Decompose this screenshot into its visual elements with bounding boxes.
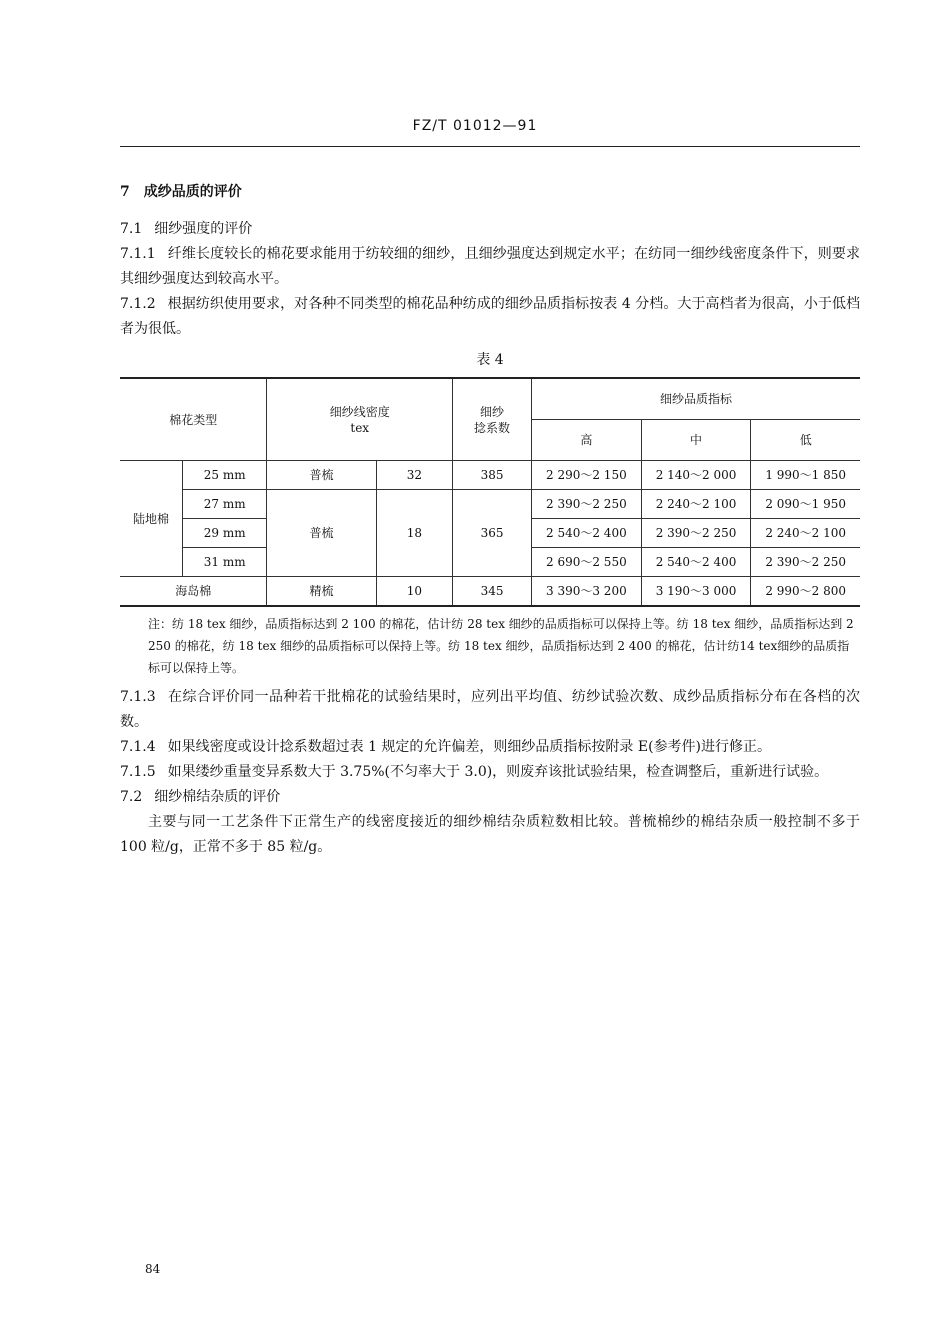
cell-twist: 385: [453, 461, 532, 490]
clause-7-2: [120, 785, 860, 810]
clause-7-1: [120, 217, 860, 242]
clause-7-1-5: [120, 760, 860, 785]
cell-twist: 345: [453, 577, 532, 607]
cell-mid: 2 140～2 000: [641, 461, 751, 490]
clause-text: 在综合评价同一品种若干批棉花的试验结果时，应列出平均值、纺纱试验次数、成纱品质指标分布在各档的次数。: [120, 689, 860, 730]
header-density-label: 细纱线密度: [329, 404, 390, 419]
clause-7-1-4: [120, 735, 860, 760]
header-twist-line1: 细纱: [480, 404, 505, 419]
page-number: 84: [145, 1262, 161, 1276]
standard-code-header: FZ/T 01012—91: [412, 118, 538, 134]
header-rule: [120, 146, 860, 147]
clause-text: 如果线密度或设计捻系数超过表 1 规定的允许偏差，则细纱品质指标按附录 E(参考件)进行修正。: [167, 739, 772, 755]
cell-tex: 32: [376, 461, 452, 490]
cell-low: 2 090～1 950: [751, 490, 860, 519]
cell-upland-cotton: 陆地棉: [120, 461, 183, 577]
cell-high: 2 290～2 150: [532, 461, 642, 490]
cell-process: 普梳: [267, 461, 376, 490]
cell-low: 2 990～2 800: [751, 577, 860, 607]
cell-high: 2 690～2 550: [532, 548, 642, 577]
table-header-row: [120, 378, 860, 420]
table-row: [120, 490, 860, 519]
cell-low: 2 240～2 100: [751, 519, 860, 548]
clause-7-1-3: [120, 685, 860, 735]
cell-process: 普梳: [267, 490, 376, 577]
clause-number: 7.1.4: [120, 739, 156, 755]
table-row: [120, 461, 860, 490]
document-body: [120, 180, 860, 860]
cell-fiber-length: 25 mm: [183, 461, 267, 490]
header-low: 低: [751, 420, 860, 461]
clause-text: 纤维长度较长的棉花要求能用于纺较细的细纱，且细纱强度达到规定水平；在纺同一细纱线密度条件下，则要求其细纱强度达到较高水平。: [120, 246, 860, 287]
clause-number: 7.2: [120, 789, 143, 805]
clause-number: 7.1.1: [120, 246, 156, 262]
cell-twist: 365: [453, 490, 532, 577]
header-quality-index: 细纱品质指标: [532, 378, 860, 420]
cell-low: 1 990～1 850: [751, 461, 860, 490]
cell-low: 2 390～2 250: [751, 548, 860, 577]
cell-tex: 10: [376, 577, 452, 607]
header-yarn-density: [267, 378, 453, 461]
clause-number: 7.1: [120, 221, 143, 237]
header-mid: 中: [641, 420, 751, 461]
cell-mid: 2 390～2 250: [641, 519, 751, 548]
cell-high: 3 390～3 200: [532, 577, 642, 607]
cell-fiber-length: 29 mm: [183, 519, 267, 548]
header-twist-line2: 捻系数: [474, 420, 511, 435]
cell-sea-island-cotton: 海岛棉: [120, 577, 267, 607]
cell-high: 2 540～2 400: [532, 519, 642, 548]
clause-7-1-2: [120, 292, 860, 342]
clause-7-2-body: 主要与同一工艺条件下正常生产的线密度接近的细纱棉结杂质粒数相比较。普梳棉纱的棉结杂质一般控制不多于 100 粒/g，正常不多于 85 粒/g。: [120, 814, 860, 855]
clause-7-1-1: [120, 242, 860, 292]
table-4-caption: 表 4: [476, 352, 504, 368]
cell-process: 精梳: [267, 577, 376, 607]
clause-number: 7.1.5: [120, 764, 156, 780]
header-twist-factor: [453, 378, 532, 461]
cell-fiber-length: 31 mm: [183, 548, 267, 577]
table-row: [120, 577, 860, 607]
cell-fiber-length: 27 mm: [183, 490, 267, 519]
clause-text: 如果缕纱重量变异系数大于 3.75%(不匀率大于 3.0)，则废弃该批试验结果，检查调整后，重新进行试验。: [167, 764, 829, 780]
table-4-note: 注：纺 18 tex 细纱，品质指标达到 2 100 的棉花，估计纺 28 tex 细纱的品质指标可以保持上等。纺 18 tex 细纱，品质指标达到 2 250 的棉花，纺 18 tex 细纱的品质指标可以保持上等。纺 18 tex 细纱，品质指标达到 2 400 的棉花，估计纺14 tex细纱的品质指标可以保持上等。: [148, 617, 854, 675]
cell-tex: 18: [376, 490, 452, 577]
header-cotton-type: 棉花类型: [120, 378, 267, 461]
cell-mid: 2 540～2 400: [641, 548, 751, 577]
clause-text: 细纱强度的评价: [154, 221, 253, 237]
table-4: [120, 377, 860, 607]
clause-number: 7.1.3: [120, 689, 156, 705]
clause-text: 根据纺织使用要求，对各种不同类型的棉花品种纺成的细纱品质指标按表 4 分档。大于高档者为很高，小于低档者为很低。: [120, 296, 860, 337]
section-7-title: 7 成纱品质的评价: [120, 184, 242, 200]
header-high: 高: [532, 420, 642, 461]
cell-mid: 2 240～2 100: [641, 490, 751, 519]
clause-number: 7.1.2: [120, 296, 156, 312]
cell-high: 2 390～2 250: [532, 490, 642, 519]
clause-text: 细纱棉结杂质的评价: [154, 789, 281, 805]
header-density-unit: tex: [350, 420, 370, 435]
cell-mid: 3 190～3 000: [641, 577, 751, 607]
